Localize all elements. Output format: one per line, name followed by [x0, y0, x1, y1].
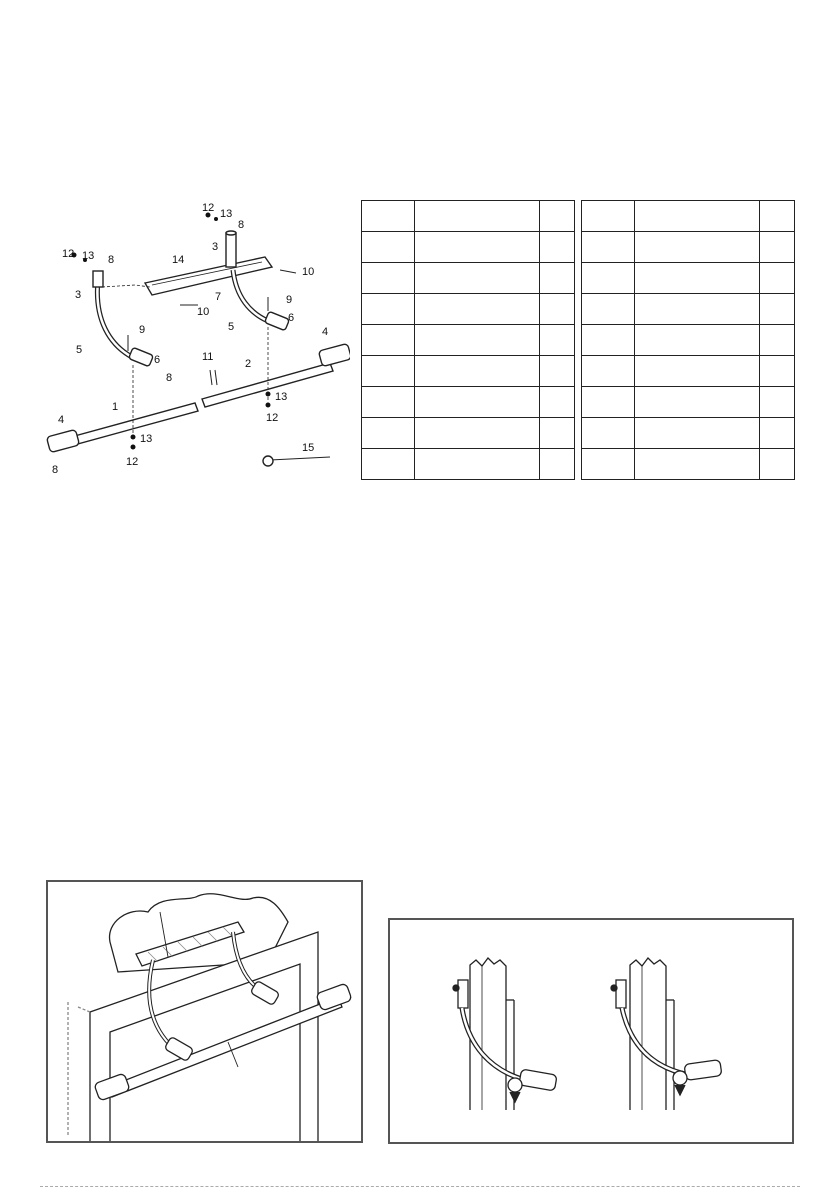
foam-sleeve-left — [129, 347, 154, 366]
parts-table-row — [362, 387, 575, 418]
parts-table-cell — [582, 201, 635, 232]
parts-table-cell — [760, 449, 795, 480]
parts-table-cell — [760, 418, 795, 449]
parts-table-cell — [760, 387, 795, 418]
parts-table-cell — [415, 325, 540, 356]
main-bar-left — [60, 403, 198, 448]
parts-table-row — [362, 449, 575, 480]
parts-table-row — [582, 356, 795, 387]
callout: 12 — [266, 412, 279, 424]
parts-table-cell — [540, 201, 575, 232]
callout: 7 — [215, 291, 222, 303]
parts-table-cell — [635, 201, 760, 232]
callout: 4 — [58, 414, 65, 426]
parts-table-cell — [582, 325, 635, 356]
callout: 5 — [228, 321, 235, 333]
hook-arm-left — [97, 280, 132, 357]
callout: 8 — [108, 254, 115, 266]
parts-table-row — [362, 356, 575, 387]
parts-table-cell — [582, 356, 635, 387]
parts-table-cell — [635, 449, 760, 480]
callout: 15 — [302, 442, 315, 454]
parts-table-cell — [760, 356, 795, 387]
parts-table-row — [582, 387, 795, 418]
parts-table-cell — [362, 201, 415, 232]
parts-table-cell — [415, 449, 540, 480]
side-view-right — [611, 958, 722, 1110]
callout: 2 — [245, 358, 252, 370]
parts-table-cell — [582, 294, 635, 325]
grip-right — [318, 343, 350, 366]
parts-table-row — [582, 449, 795, 480]
parts-table-cell — [635, 325, 760, 356]
callout: 13 — [275, 391, 288, 403]
callout: 13 — [220, 208, 233, 220]
parts-table-cell — [760, 201, 795, 232]
top-post-right — [226, 233, 236, 267]
grip-left — [46, 429, 79, 452]
parts-table-cell — [582, 232, 635, 263]
callout: 1 — [112, 401, 119, 413]
parts-table-cell — [540, 387, 575, 418]
parts-table-cell — [635, 356, 760, 387]
parts-table-cell — [362, 232, 415, 263]
callout: 14 — [172, 254, 185, 266]
parts-table-cell — [415, 356, 540, 387]
parts-table-cell — [415, 294, 540, 325]
side-view-figure — [388, 918, 794, 1144]
parts-table-row — [362, 201, 575, 232]
callout: 12 — [202, 202, 215, 214]
parts-table-cell — [635, 263, 760, 294]
parts-table-cell — [362, 294, 415, 325]
parts-table-cell — [362, 263, 415, 294]
parts-table-cell — [540, 232, 575, 263]
parts-table-cell — [760, 294, 795, 325]
parts-table-cell — [635, 232, 760, 263]
wrench-bolt — [270, 457, 330, 460]
callout: 6 — [154, 354, 161, 366]
callout: 12 — [126, 456, 139, 468]
parts-table-cell — [635, 294, 760, 325]
parts-table-row — [582, 263, 795, 294]
callout: 12 — [62, 248, 75, 260]
callout: 13 — [140, 433, 153, 445]
parts-table-cell — [635, 418, 760, 449]
parts-table-row — [362, 325, 575, 356]
parts-table-cell — [415, 232, 540, 263]
parts-table-cell — [362, 325, 415, 356]
parts-table-cell — [540, 418, 575, 449]
parts-table-cell — [415, 418, 540, 449]
parts-table-cell — [540, 449, 575, 480]
parts-table-cell — [540, 294, 575, 325]
parts-table-cell — [582, 449, 635, 480]
callout: 3 — [212, 241, 219, 253]
parts-table-cell — [362, 387, 415, 418]
parts-table-row — [582, 325, 795, 356]
callout: 13 — [82, 250, 95, 262]
parts-table-row — [362, 263, 575, 294]
callout: 8 — [238, 219, 245, 231]
parts-table-row — [362, 418, 575, 449]
callout: 5 — [76, 344, 83, 356]
callout: 10 — [197, 306, 210, 318]
door-installation-figure — [46, 880, 363, 1143]
parts-table-cell — [540, 325, 575, 356]
assembly-exploded-diagram — [40, 195, 350, 485]
callout: 8 — [166, 372, 173, 384]
callout: 3 — [75, 289, 82, 301]
parts-table-cell — [582, 418, 635, 449]
callout: 8 — [52, 464, 59, 476]
page-bottom-rule — [40, 1186, 800, 1187]
door-installation-drawing — [48, 882, 361, 1141]
parts-table-row — [362, 294, 575, 325]
parts-table-cell — [362, 418, 415, 449]
top-post-left — [93, 271, 103, 287]
parts-table-cell — [362, 356, 415, 387]
parts-table-cell — [540, 263, 575, 294]
callout: 9 — [286, 294, 293, 306]
parts-table-right — [581, 200, 795, 480]
side-view-left — [453, 958, 557, 1110]
parts-table-row — [582, 201, 795, 232]
bracket-bar — [145, 257, 272, 295]
parts-table-cell — [415, 263, 540, 294]
parts-table-row — [362, 232, 575, 263]
parts-table-cell — [540, 356, 575, 387]
side-view-drawing — [390, 920, 792, 1142]
parts-table-cell — [760, 325, 795, 356]
parts-table-left — [361, 200, 575, 480]
door-grip-right — [316, 983, 352, 1011]
main-bar-right — [202, 363, 333, 407]
parts-table-left-body — [362, 201, 575, 480]
callout: 11 — [202, 351, 214, 363]
parts-table-cell — [415, 387, 540, 418]
parts-table-row — [582, 294, 795, 325]
parts-table-row — [582, 232, 795, 263]
parts-table-cell — [582, 387, 635, 418]
parts-table-cell — [760, 232, 795, 263]
callout: 9 — [139, 324, 146, 336]
parts-table-cell — [415, 201, 540, 232]
parts-table-row — [582, 418, 795, 449]
callout: 10 — [302, 266, 315, 278]
parts-table-cell — [582, 263, 635, 294]
callout: 6 — [288, 312, 295, 324]
hook-arm-right — [233, 270, 268, 321]
parts-table-right-body — [582, 201, 795, 480]
parts-table-cell — [760, 263, 795, 294]
callout: 4 — [322, 326, 329, 338]
parts-table-cell — [362, 449, 415, 480]
parts-table-cell — [635, 387, 760, 418]
